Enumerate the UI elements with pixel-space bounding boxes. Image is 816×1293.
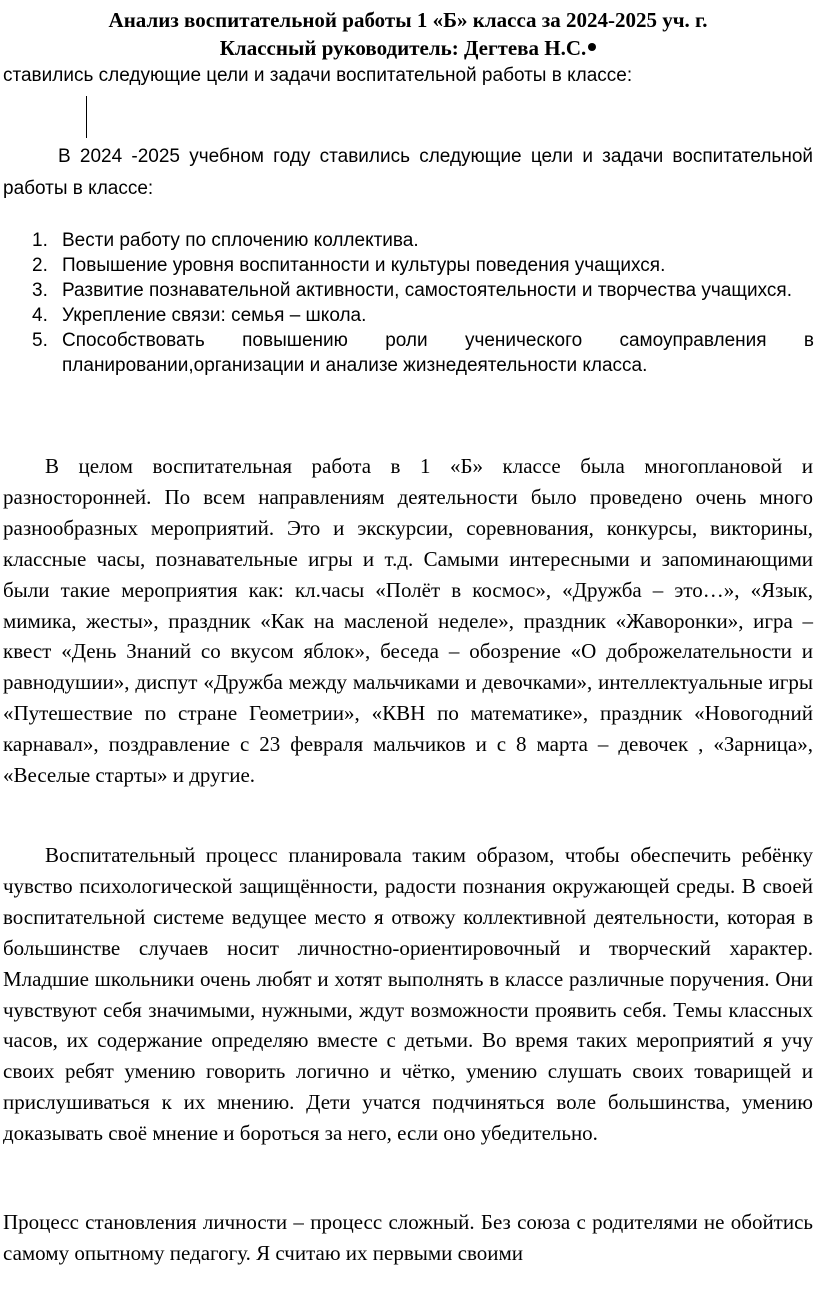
list-item xyxy=(0,278,816,303)
paragraph-parents: Процесс становления личности – процесс сложный. Без союза с родителями не обойтись самому опытному педагогу. Я считаю их первыми своими xyxy=(3,1210,813,1265)
list-item-text: Способствовать повышению роли ученического самоуправления в планировании,организации и анализе жизнедеятельности класса. xyxy=(62,330,814,376)
list-item-text: Вести работу по сплочению коллектива. xyxy=(62,230,419,251)
list-item xyxy=(0,253,816,278)
document-title xyxy=(0,0,816,34)
paragraph-activities: В целом воспитательная работа в 1 «Б» классе была многоплановой и разносторонней. По всем направлениям деятельности было проведено очень много разнообразных мероприятий. Это и экскурсии, соревнования, конкурсы, викторины, классные часы, познавательные игры и т.д. Самыми интересными и запоминающими были такие мероприятия как: кл.часы «Полёт в космос», «Дружба – это…», «Язык, мимика, жесты», праздник «Как на масленой неделе», праздник «Жаворонки», игра – квест «День Знаний со вкусом яблок», беседа – обозрение «О доброжелательности и равнодушии», диспут «Дружба между мальчиками и девочками», интеллектуальные игры «Путешествие по стране Геометрии», «КВН по математике», праздник «Новогодний карнавал», поздравление с 23 февраля мальчиков и с 8 марта – девочек , «Зарница», «Веселые старты» и другие. xyxy=(3,454,813,788)
intro-paragraph: В 2024 -2025 учебном году ставились следующие цели и задачи воспитательной работы в классе: xyxy=(3,146,813,199)
title-line-1: Анализ воспитательной работы 1 «Б» класса за 2024-2025 уч. г. xyxy=(108,8,708,32)
text-cursor[interactable] xyxy=(86,96,87,138)
list-item xyxy=(0,328,816,378)
document-subtitle xyxy=(0,34,816,62)
list-item-number: 5. xyxy=(32,330,48,351)
list-item-number: 1. xyxy=(32,230,48,251)
list-item-text: Укрепление связи: семья – школа. xyxy=(62,305,367,326)
list-item-text: Развитие познавательной активности, самостоятельности и творчества учащихся. xyxy=(62,280,792,301)
list-item-number: 2. xyxy=(32,255,48,276)
leftover-text-line: ставились следующие цели и задачи воспитательной работы в классе: xyxy=(3,65,633,86)
list-item-number: 4. xyxy=(32,305,48,326)
goals-list xyxy=(0,228,816,378)
bullet-icon xyxy=(588,43,596,51)
list-item-text: Повышение уровня воспитанности и культуры поведения учащихся. xyxy=(62,255,666,276)
paragraph-educational-process: Воспитательный процесс планировала таким образом, чтобы обеспечить ребёнку чувство психологической защищённости, радости познания окружающей среды. В своей воспитательной системе ведущее место я отвожу коллективной деятельности, которая в большинстве случаев носит личностно-ориентировочный и творческий характер. Младшие школьники очень любят и хотят выполнять в классе различные поручения. Они чувствуют себя значимыми, нужными, ждут возможности проявить себя. Темы классных часов, их содержание определяю вместе с детьми. Во время таких мероприятий я учу своих ребят умению говорить логично и чётко, умению слушать своих товарищей и прислушиваться к их мнению. Дети учатся подчиняться воле большинства, умению доказывать своё мнение и бороться за него, если оно убедительно. xyxy=(3,843,813,1146)
list-item xyxy=(0,228,816,253)
list-item xyxy=(0,303,816,328)
class-teacher-line: Классный руководитель: Дегтева Н.С. xyxy=(219,36,587,60)
list-item-number: 3. xyxy=(32,280,48,301)
